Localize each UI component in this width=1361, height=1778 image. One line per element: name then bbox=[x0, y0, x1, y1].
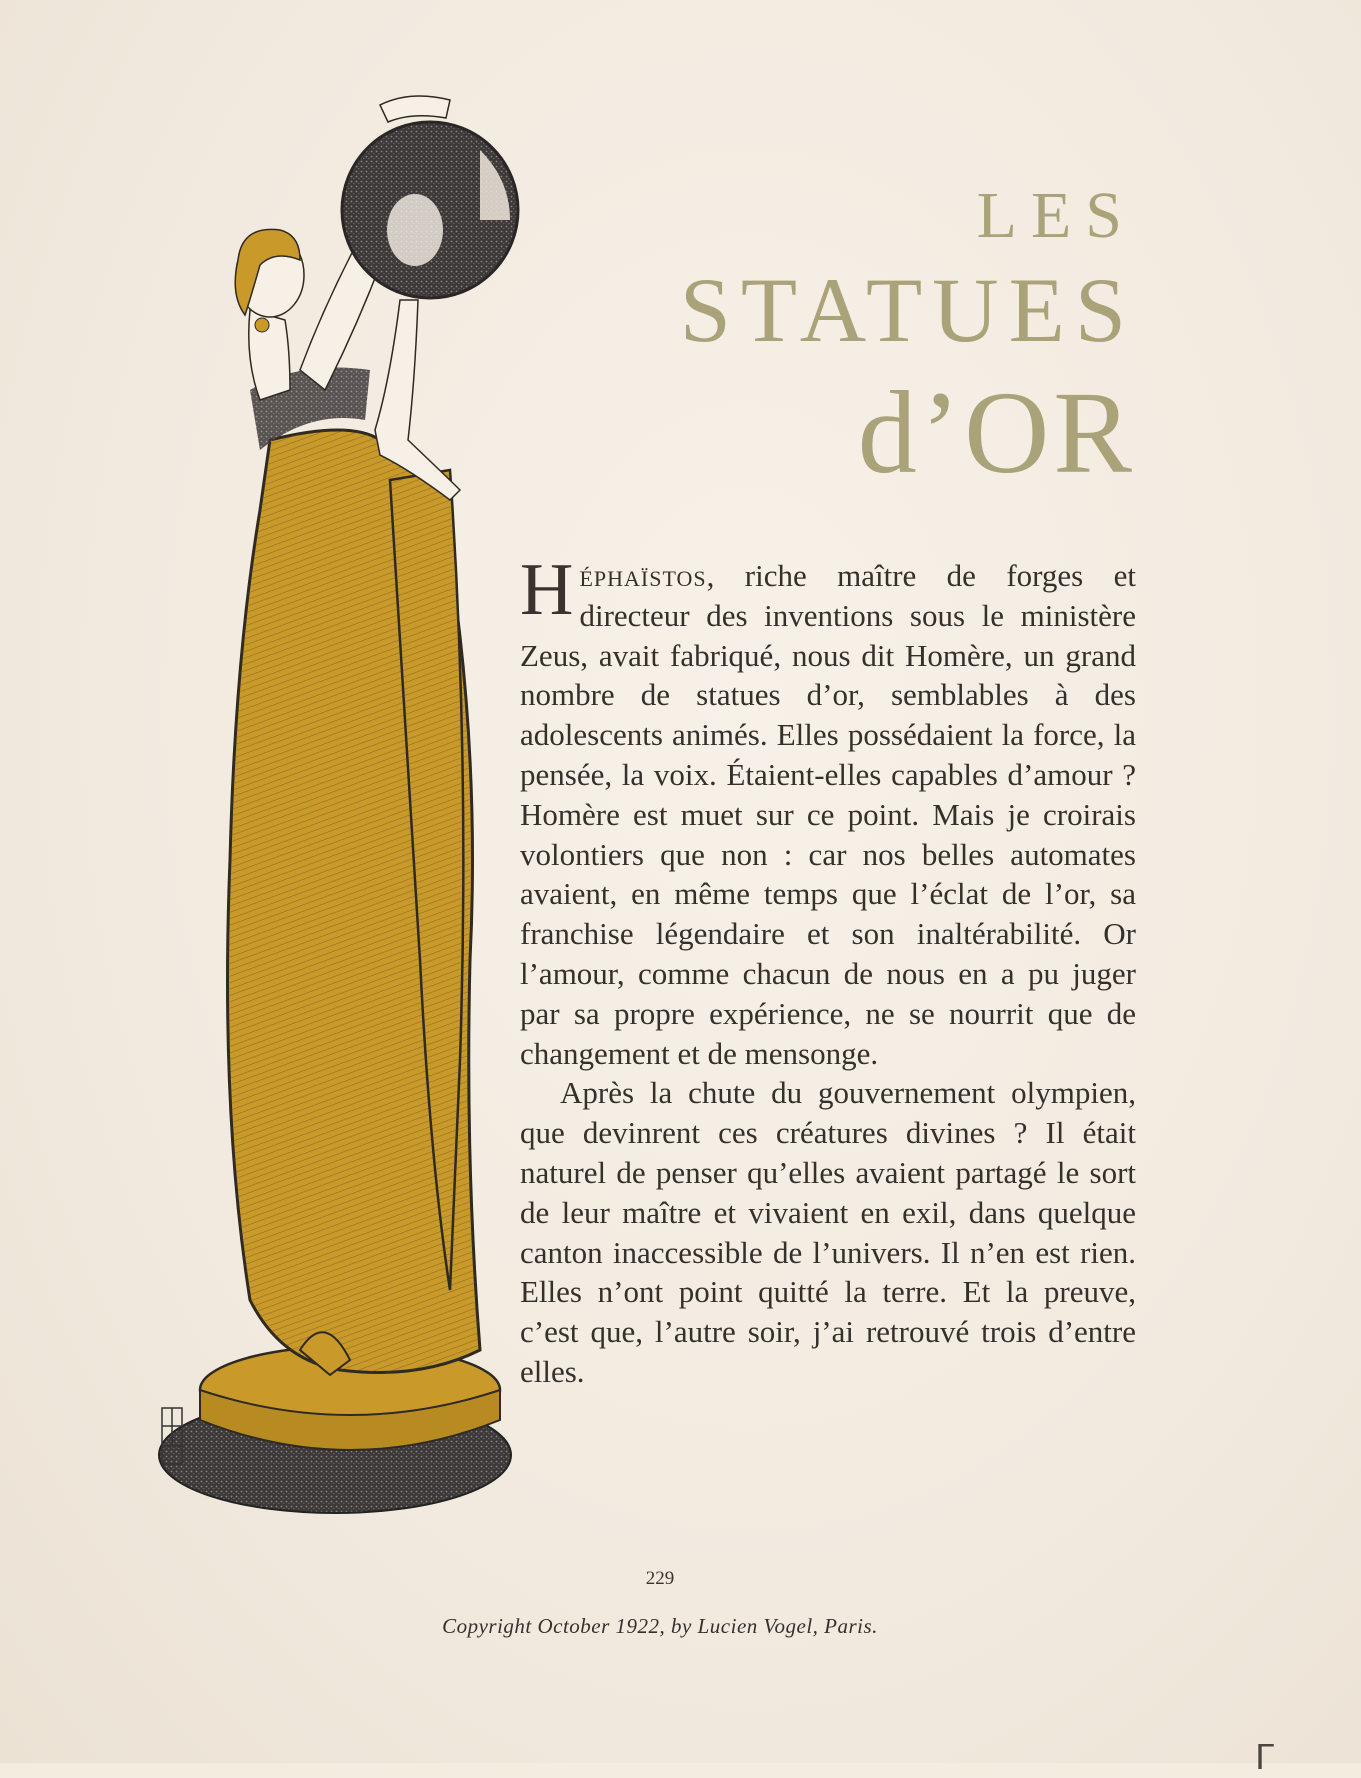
title-line-3: d’OR bbox=[857, 367, 1136, 498]
corner-crop-mark: ᒥ bbox=[1255, 1739, 1274, 1777]
page-number: 229 bbox=[645, 1568, 675, 1589]
copyright-line: Copyright October 1922, by Lucien Vogel, Paris. bbox=[442, 1614, 878, 1638]
first-word-smallcaps: éphaïstos bbox=[579, 558, 707, 593]
title-line-1: LES bbox=[976, 179, 1136, 252]
paragraph-2: Après la chute du gouvernement olympien, que devinrent ces créatures divines ? Il était naturel de penser qu’elles avaient partagé le sort de leur maître et vivaient en exil, dans quelque canton inaccessible de l’univers. Il n’en est rien. Elles n’ont point quitté la terre. Et la preuve, c’est que, l’autre soir, j’ai retrouvé trois d’entre elles. bbox=[520, 1075, 1136, 1389]
article-title bbox=[680, 180, 1136, 498]
title-line-2: STATUES bbox=[679, 259, 1136, 361]
paragraph-1 bbox=[520, 549, 1136, 1073]
illustration-golden-statue bbox=[150, 60, 530, 1560]
artist-monogram bbox=[160, 1406, 184, 1466]
paragraph-1-text: , riche maître de forges et directeur des inventions sous le ministère Zeus, avait fabriqué, nous dit Homère, un grand nombre de statues d’or, semblables à des adolescents animés. Elles possédaient la force, la pensée, la voix. Étaient-elles capables d’amour ? Homère est muet sur ce point. Mais je croirais volontiers que non : car nos belles automates avaient, en même temps que l’éclat de l’or, sa franchise légendaire et son inaltérabilité. Or l’amour, comme chacun de nous en a pu juger par sa propre expérience, ne se nourrit que de changement et de mensonge. bbox=[520, 558, 1136, 1071]
drop-cap: H bbox=[520, 549, 574, 631]
article-body bbox=[520, 549, 1136, 1392]
